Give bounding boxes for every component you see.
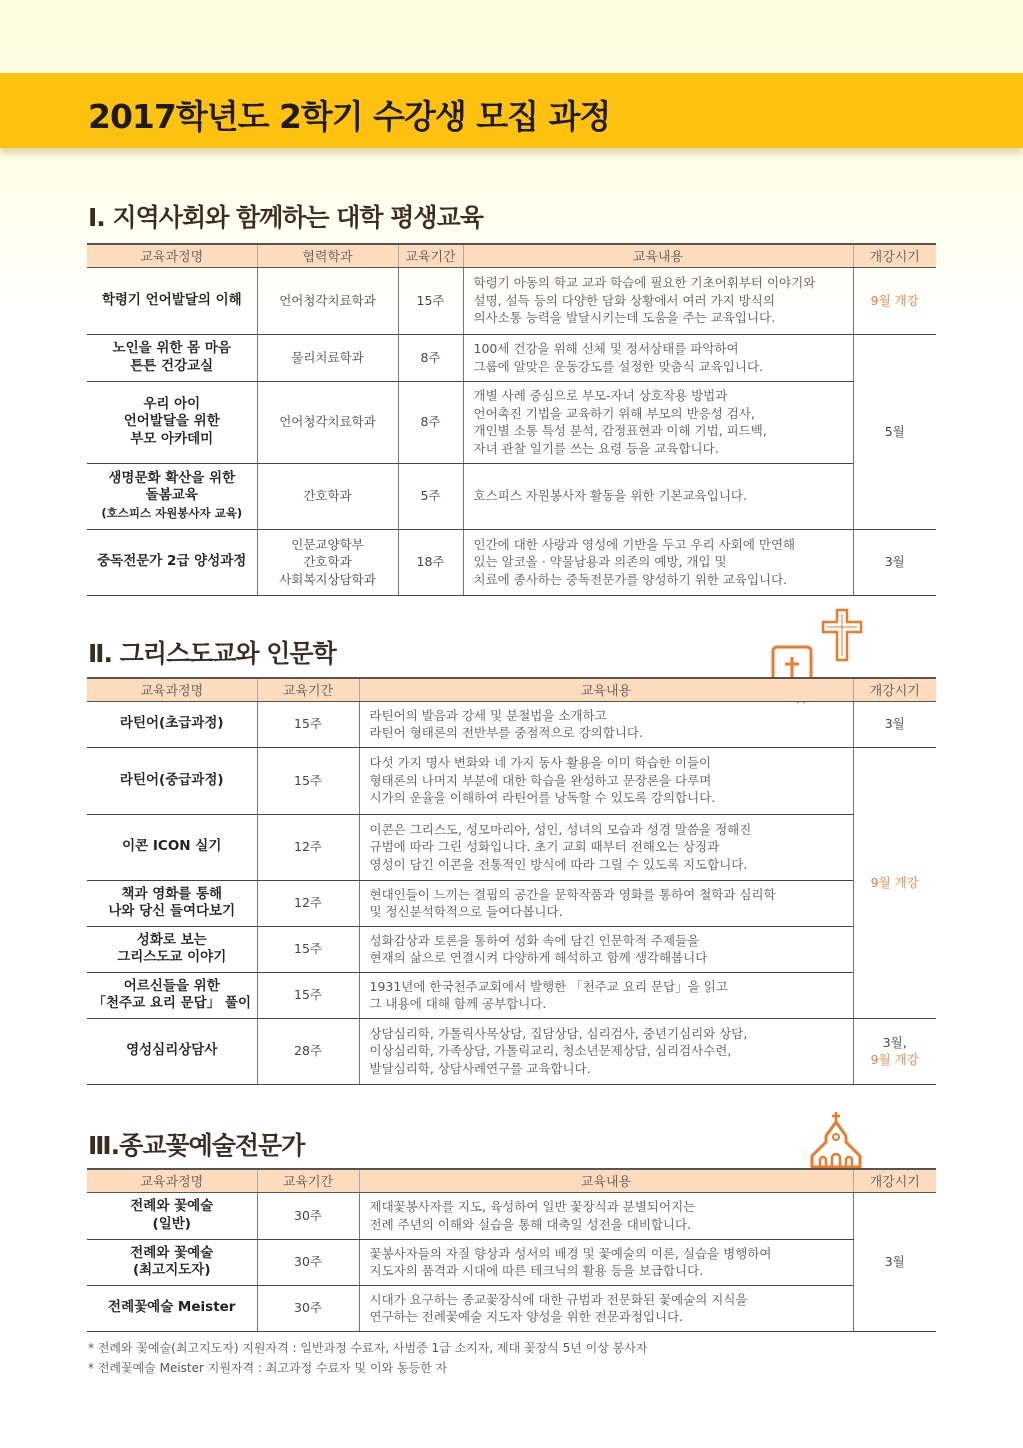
column-header: 개강시기	[853, 1169, 936, 1192]
opening-time	[853, 1192, 936, 1331]
course-name-line: (최고지도자)	[132, 1262, 211, 1278]
department-line: 인문교양학부	[291, 536, 364, 552]
course-description	[359, 747, 853, 814]
column-header: 개강시기	[853, 678, 936, 701]
course-period: 5주	[398, 463, 463, 529]
column-header: 교육내용	[359, 1169, 853, 1192]
course-period: 28주	[257, 1018, 359, 1084]
course-description	[359, 1285, 853, 1331]
course-name-line: 튼튼 건강교실	[130, 357, 214, 374]
footnote: * 전례꽃예술 Meister 지원자격 : 최고과정 수료자 및 이와 동등한 자	[88, 1361, 448, 1375]
table-row	[87, 701, 936, 747]
table-row	[87, 1192, 936, 1239]
course-name-line: 전례꽃예술 Meister	[108, 1299, 236, 1316]
course-name	[87, 463, 257, 529]
opening-time	[853, 529, 936, 595]
column-header: 교육기간	[257, 678, 359, 701]
table-row	[87, 880, 936, 926]
opening-time	[853, 334, 936, 529]
course-description	[359, 972, 853, 1018]
course-name	[87, 267, 257, 334]
course-name-line: 노인을 위한 몸 마음	[112, 340, 231, 356]
department-line: 사회복지상담학과	[279, 571, 376, 587]
description-line: 제대꽃봉사자를 지도, 육성하여 일반 꽃장식과 분별되어지는	[369, 1199, 696, 1214]
church-icon	[808, 1110, 864, 1168]
department-line: 간호학과	[303, 488, 352, 504]
department-line: 언어청각치료학과	[279, 292, 376, 308]
section-1-title: I. 지역사회와 함께하는 대학 평생교육	[88, 203, 483, 232]
course-name-line: 라틴어(중급과정)	[119, 771, 224, 788]
description-line: 1931년에 한국천주교회에서 발행한 「천주교 요리 문답」을 읽고	[369, 978, 728, 994]
partner-department	[257, 529, 398, 595]
column-header: 교육과정명	[87, 244, 257, 267]
course-period: 30주	[257, 1285, 359, 1331]
partner-department	[257, 334, 398, 381]
description-line: 지도자의 품격과 시대에 따른 테크닉의 활용 등을 보급합니다.	[369, 1263, 704, 1278]
section-1-table	[87, 243, 936, 596]
course-name-line: 언어발달을 위한	[123, 413, 220, 430]
course-name	[87, 1192, 257, 1239]
course-name	[87, 747, 257, 814]
description-line: 개인별 소통 특성 분석, 감정표현과 이해 기법, 피드백,	[473, 423, 767, 438]
partner-department	[257, 463, 398, 529]
course-name	[87, 926, 257, 972]
course-description	[463, 381, 853, 463]
column-header: 교육기간	[398, 244, 463, 267]
course-name	[87, 1018, 257, 1084]
course-description	[463, 267, 853, 334]
table-header-row	[87, 678, 936, 701]
course-period: 18주	[398, 529, 463, 595]
course-description	[359, 701, 853, 747]
course-name-line: 전례와 꽃예술	[130, 1198, 214, 1214]
course-name	[87, 972, 257, 1018]
description-line: 형태론의 나머지 부분에 대한 학습을 완성하고 문장론을 다루며	[369, 772, 712, 788]
cross-icon	[820, 608, 864, 662]
column-header: 교육과정명	[87, 1169, 257, 1192]
course-name-line: 학령기 언어발달의 이해	[101, 291, 242, 308]
course-period: 15주	[257, 747, 359, 814]
course-name-line: 그리스도교 이야기	[117, 949, 227, 965]
table-row	[87, 463, 936, 529]
footnotes	[88, 1338, 647, 1378]
course-description	[359, 1018, 853, 1084]
table-row	[87, 1018, 936, 1084]
course-period: 15주	[257, 972, 359, 1018]
description-line: 상담심리학, 가톨릭사목상담, 집담상담, 심리검사, 중년기심리와 상담,	[369, 1025, 748, 1041]
course-name	[87, 701, 257, 747]
description-line: 발달심리학, 상담사례연구를 교육합니다.	[369, 1060, 591, 1076]
course-name-line: 영성심리상담사	[126, 1042, 218, 1059]
table-row	[87, 747, 936, 814]
course-name-line: 생명문화 확산을 위한	[108, 469, 236, 486]
description-line: 치료에 종사하는 중독전문가를 양성하기 위한 교육입니다.	[473, 571, 788, 587]
description-line: 그 내용에 대해 함께 공부합니다.	[369, 996, 547, 1011]
section-3-table	[87, 1168, 936, 1332]
description-line: 시가의 운율을 이해하여 라틴어를 낭독할 수 있도록 강의합니다.	[369, 790, 716, 806]
description-line: 현대인들이 느끼는 결핍의 공간을 문학작품과 영화를 통하여 철학과 심리학	[369, 886, 776, 902]
table-row	[87, 972, 936, 1018]
table-row	[87, 926, 936, 972]
description-line: 100세 건강을 위해 신체 및 정서상태를 파악하여	[473, 341, 739, 356]
description-line: 있는 알코올 · 약물남용과 의존의 예방, 개입 및	[473, 554, 727, 570]
description-line: 설명, 설득 등의 다양한 담화 상황에서 여러 가지 방식의	[473, 292, 775, 308]
course-name-line: 나와 당신 들여다보기	[108, 903, 236, 919]
table-row	[87, 267, 936, 334]
course-name	[87, 814, 257, 880]
course-description	[463, 463, 853, 529]
partner-department	[257, 267, 398, 334]
column-header: 협력학과	[257, 244, 398, 267]
course-name	[87, 529, 257, 595]
course-period: 15주	[398, 267, 463, 334]
course-period: 12주	[257, 880, 359, 926]
course-name-line: 전례와 꽃예술	[130, 1244, 214, 1261]
opening-time	[853, 701, 936, 747]
department-line: 언어청각치료학과	[279, 414, 376, 430]
description-line: 꽃봉사자들의 자질 향상과 성서의 배경 및 꽃예술의 이론, 실습을 병행하여	[369, 1245, 772, 1261]
opening-time-line: 5월	[884, 423, 905, 439]
opening-time-line: 3월,	[882, 1034, 907, 1050]
column-header: 교육내용	[359, 678, 853, 701]
description-line: 라틴어의 발음과 강세 및 분철법을 소개하고	[369, 707, 607, 723]
course-description	[359, 1192, 853, 1239]
description-line: 학령기 아동의 학교 교과 학습에 필요한 기초어휘부터 이야기와	[473, 275, 816, 291]
opening-time-line: 3월	[884, 716, 905, 732]
course-name-line: 어르신들을 위한	[123, 977, 220, 994]
description-line: 이콘은 그리스도, 성모마리아, 성인, 성녀의 모습과 성경 말씀을 정해진	[369, 821, 752, 837]
description-line: 성화감상과 토론을 통하여 성화 속에 담긴 인문학적 주제들을	[369, 932, 700, 948]
course-description	[463, 334, 853, 381]
course-name-line: 중독전문가 2급 양성과정	[97, 553, 247, 570]
course-period: 8주	[398, 334, 463, 381]
opening-time	[853, 747, 936, 1018]
column-header: 교육과정명	[87, 678, 257, 701]
description-line: 언어촉진 기법을 교육하기 위해 부모의 반응성 검사,	[473, 405, 755, 421]
table-row	[87, 334, 936, 381]
page-title: 2017학년도 2학기 수강생 모집 과정	[88, 97, 611, 136]
table-header-row	[87, 1169, 936, 1192]
course-name-line: 「천주교 요리 문답」 풀이	[92, 995, 251, 1011]
opening-time-line: 3월	[884, 1253, 905, 1269]
description-line: 및 정신분석학적으로 들여다봅니다.	[369, 904, 563, 919]
department-line: 물리치료학과	[291, 349, 364, 365]
course-name-line: (호스피스 자원봉사자 교육)	[101, 505, 243, 520]
course-name-line: (일반)	[152, 1215, 191, 1232]
course-name	[87, 334, 257, 381]
column-header: 교육내용	[463, 244, 853, 267]
description-line: 연구하는 전례꽃예술 지도자 양성을 위한 전문과정입니다.	[369, 1309, 684, 1324]
section-2-title: Ⅱ. 그리스도교와 인문학	[88, 639, 336, 668]
course-period: 15주	[257, 701, 359, 747]
description-line: 현재의 삶으로 연결시켜 다양하게 해석하고 함께 생각해봅니다	[369, 950, 708, 965]
course-period: 30주	[257, 1239, 359, 1285]
description-line: 그룹에 알맞은 운동강도를 설정한 맞춤식 교육입니다.	[473, 358, 763, 374]
opening-time-line: 9월 개강	[870, 292, 919, 308]
description-line: 자녀 관찰 일기를 쓰는 요령 등을 교육합니다.	[473, 440, 719, 456]
course-period: 12주	[257, 814, 359, 880]
course-period: 15주	[257, 926, 359, 972]
course-name-line: 책과 영화를 통해	[121, 885, 223, 902]
section-2-table	[87, 677, 936, 1085]
title-banner	[0, 73, 1023, 148]
description-line: 규범에 따라 그린 성화입니다. 초기 교회 때부터 전해오는 상징과	[369, 839, 720, 855]
course-name-line: 우리 아이	[143, 395, 201, 412]
course-name	[87, 880, 257, 926]
partner-department	[257, 381, 398, 463]
course-description	[359, 814, 853, 880]
course-description	[463, 529, 853, 595]
course-period: 8주	[398, 381, 463, 463]
opening-time	[853, 267, 936, 334]
course-name-line: 돌봄교육	[145, 487, 198, 504]
description-line: 의사소통 능력을 발달시키는데 도움을 주는 교육입니다.	[473, 310, 776, 326]
opening-time	[853, 1018, 936, 1084]
description-line: 호스피스 자원봉사자 활동을 위한 기본교육입니다.	[473, 488, 747, 504]
opening-time-line: 9월 개강	[870, 874, 919, 890]
course-period: 30주	[257, 1192, 359, 1239]
column-header: 개강시기	[853, 244, 936, 267]
description-line: 시대가 요구하는 종교꽃장식에 대한 규범과 전문화된 꽃예술의 지식을	[369, 1291, 748, 1307]
description-line: 전례 주년의 이해와 실습을 통해 대축일 성전을 대비합니다.	[369, 1216, 692, 1232]
table-row	[87, 1239, 936, 1285]
opening-time-line: 9월 개강	[870, 1052, 919, 1067]
footnote: * 전례와 꽃예술(최고지도자) 지원자격 : 일반과정 수료자, 사범증 1급 소지자, 제대 꽃장식 5년 이상 봉사자	[88, 1341, 648, 1355]
department-line: 간호학과	[303, 554, 352, 570]
column-header: 교육기간	[257, 1169, 359, 1192]
table-header-row	[87, 244, 936, 267]
table-row	[87, 381, 936, 463]
course-name-line: 이콘 ICON 실기	[122, 838, 222, 855]
course-description	[359, 1239, 853, 1285]
description-line: 라틴어 형태론의 전반부를 중점적으로 강의합니다.	[369, 725, 643, 740]
description-line: 개별 사례 중심으로 부모-자녀 상호작용 방법과	[473, 388, 728, 403]
description-line: 인간에 대한 사랑과 영성에 기반을 두고 우리 사회에 만연해	[473, 536, 796, 552]
description-line: 다섯 가지 명사 변화와 네 가지 동사 활용을 이미 학습한 이들이	[369, 755, 712, 771]
course-name-line: 성화로 보는	[136, 931, 207, 948]
course-name	[87, 381, 257, 463]
course-name	[87, 1285, 257, 1331]
description-line: 이상심리학, 가족상담, 가톨릭교리, 청소년문제상담, 심리검사수련,	[369, 1043, 732, 1059]
course-name-line: 라틴어(초급과정)	[119, 715, 224, 732]
course-name	[87, 1239, 257, 1285]
table-row	[87, 814, 936, 880]
section-3-title: Ⅲ.종교꽃예술전문가	[88, 1131, 305, 1160]
table-row	[87, 529, 936, 595]
course-description	[359, 880, 853, 926]
table-row	[87, 1285, 936, 1331]
opening-time-line: 3월	[884, 554, 905, 570]
course-description	[359, 926, 853, 972]
description-line: 영성이 담긴 이콘을 전통적인 방식에 따라 그릴 수 있도록 지도합니다.	[369, 856, 748, 872]
course-name-line: 부모 아카데미	[130, 430, 214, 447]
